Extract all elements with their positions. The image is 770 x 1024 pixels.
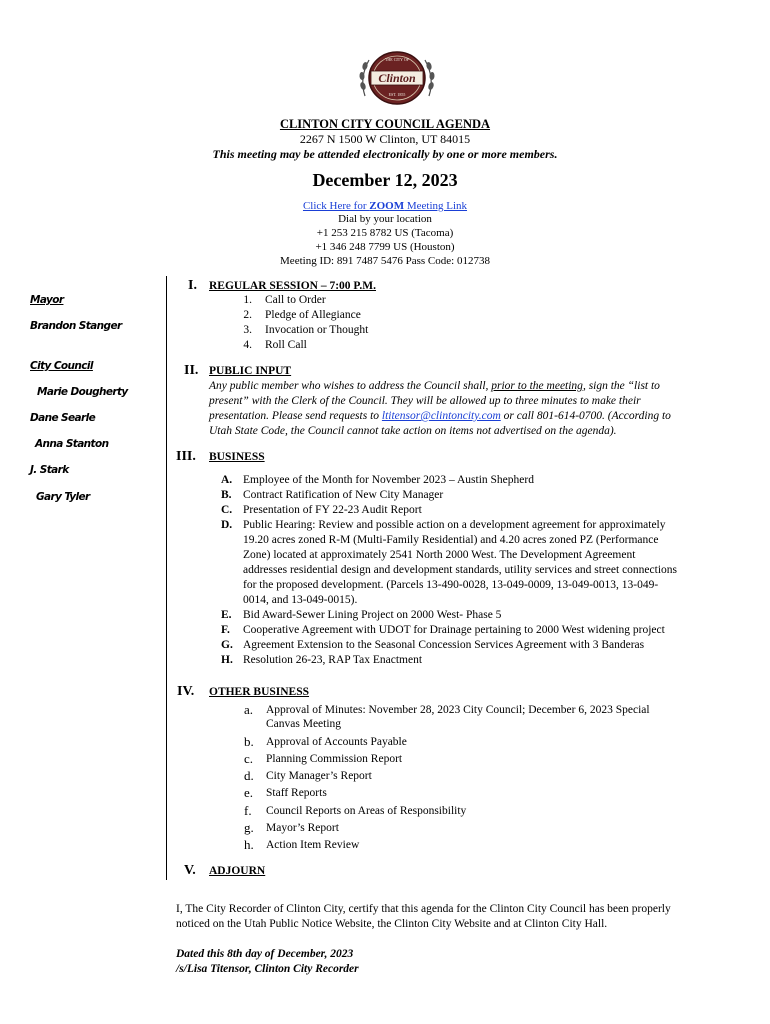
seal-top-text: THE CITY OF: [384, 57, 410, 62]
agenda-item-continued: 19.20 acres zoned R-M (Multi-Family Residential) and 4.20 acres zoned PZ (Performance: [243, 534, 659, 546]
agenda-item-continued: Zone) located at approximately 2541 North 2000 West. The Development Agreement: [243, 549, 636, 561]
agenda-item: Cooperative Agreement with UDOT for Drainage pertaining to 2000 West widening project: [243, 624, 665, 636]
public-input-text: presentation. Please send requests to ltitensor@clintoncity.com or call 801-614-0700. (According to: [209, 410, 671, 422]
city-seal-logo: [357, 44, 437, 112]
mayor-label: Mayor: [30, 294, 64, 306]
agenda-item-continued: addresses residential design and development standards, utility services and street connections: [243, 564, 678, 576]
item-letter: g.: [244, 820, 254, 835]
dated-line: Dated this 8th day of December, 2023: [176, 948, 354, 960]
clerk-email-link[interactable]: ltitensor@clintoncity.com: [381, 410, 501, 422]
item-number: 4.: [243, 339, 252, 351]
section-title-adjourn: ADJOURN: [209, 865, 266, 877]
agenda-item: Staff Reports: [266, 787, 327, 799]
agenda-item: Public Hearing: Review and possible action on a development agreement for approximately: [243, 519, 666, 531]
council-member: Marie Dougherty: [37, 386, 128, 398]
section-number: V.: [184, 863, 196, 878]
section-number: II.: [184, 363, 199, 378]
section-title-business: BUSINESS: [209, 451, 265, 463]
item-letter: a.: [244, 702, 254, 717]
item-letter: A.: [221, 474, 233, 486]
agenda-item: Pledge of Allegiance: [265, 309, 361, 321]
agenda-item: Agreement Extension to the Seasonal Concession Services Agreement with 3 Banderas: [243, 639, 645, 651]
item-letter: H.: [221, 654, 233, 666]
item-letter: e.: [244, 785, 254, 800]
section-title-other-business: OTHER BUSINESS: [209, 686, 310, 698]
agenda-item: Call to Order: [265, 294, 326, 306]
item-number: 3.: [243, 324, 252, 336]
item-number: 1.: [243, 294, 252, 306]
item-letter: d.: [244, 768, 254, 783]
agenda-item: Presentation of FY 22-23 Audit Report: [243, 504, 422, 516]
mayor-name: Brandon Stanger: [30, 320, 122, 332]
agenda-item: Council Reports on Areas of Responsibility: [266, 805, 467, 817]
agenda-item-continued: Canvas Meeting: [266, 718, 342, 730]
item-letter: F.: [221, 624, 230, 636]
agenda-item: Bid Award-Sewer Lining Project on 2000 West- Phase 5: [243, 609, 502, 621]
agenda-item: Action Item Review: [266, 839, 360, 851]
council-member: Gary Tyler: [36, 491, 90, 503]
public-input-text: Any public member who wishes to address the Council shall, prior to the meeting, sign the “list to: [209, 380, 660, 392]
item-letter: C.: [221, 504, 233, 516]
agenda-item-continued: for the proposed development. (Parcels 13-490-0028, 13-049-0009, 13-049-0013, 13-049-: [243, 579, 659, 591]
item-number: 2.: [243, 309, 252, 321]
seal-bottom-text: EST. 1855: [388, 92, 406, 97]
section-number: I.: [188, 278, 197, 293]
council-member: Anna Stanton: [35, 438, 109, 450]
item-letter: b.: [244, 734, 254, 749]
certification-text: I, The City Recorder of Clinton City, certify that this agenda for the Clinton City Council has been properly: [176, 903, 671, 915]
agenda-item: Mayor’s Report: [266, 822, 339, 834]
public-input-text: Utah State Code, the Council cannot take action on items not advertised on the agenda).: [209, 425, 617, 437]
agenda-item-continued: 0014, and 13-049-0015).: [243, 594, 358, 606]
item-letter: D.: [221, 519, 233, 531]
dial-heading: Dial by your location: [338, 213, 432, 225]
agenda-address: 2267 N 1500 W Clinton, UT 84015: [299, 132, 471, 146]
agenda-item: Approval of Minutes: November 28, 2023 City Council; December 6, 2023 Special: [266, 704, 650, 716]
electronic-attendance-note: This meeting may be attended electronically by one or more members.: [212, 147, 558, 161]
item-letter: c.: [244, 751, 254, 766]
signature-line: /s/Lisa Titensor, Clinton City Recorder: [176, 963, 359, 975]
meeting-id: Meeting ID: 891 7487 5476 Pass Code: 012738: [280, 255, 490, 267]
agenda-item: Roll Call: [265, 339, 307, 351]
agenda-item: Invocation or Thought: [265, 324, 369, 336]
meeting-date: December 12, 2023: [312, 170, 458, 190]
agenda-item: Contract Ratification of New City Manager: [243, 489, 444, 501]
item-letter: B.: [221, 489, 232, 501]
seal-name: Clinton: [378, 71, 416, 85]
agenda-item: Resolution 26-23, RAP Tax Enactment: [243, 654, 423, 666]
agenda-item: Planning Commission Report: [266, 753, 403, 765]
council-member: Dane Searle: [30, 412, 96, 424]
section-title-public-input: PUBLIC INPUT: [209, 365, 292, 377]
zoom-link-line: [0, 200, 770, 212]
public-input-text: present” with the Clerk of the Council. They will be allowed up to three minutes to make their: [209, 395, 641, 407]
section-title-regular-session: REGULAR SESSION – 7:00 P.M.: [209, 280, 376, 292]
agenda-item: Employee of the Month for November 2023 – Austin Shepherd: [243, 474, 534, 486]
agenda-item: City Manager’s Report: [266, 770, 372, 782]
city-council-label: City Council: [30, 360, 93, 372]
divider-line: [166, 276, 167, 880]
dial-tacoma: +1 253 215 8782 US (Tacoma): [316, 227, 454, 239]
item-letter: G.: [221, 639, 233, 651]
zoom-meeting-link[interactable]: Click Here for ZOOM Meeting Link: [302, 200, 468, 212]
dial-houston: +1 346 248 7799 US (Houston): [315, 241, 455, 253]
certification-text: noticed on the Utah Public Notice Website, the Clinton City Website and at Clinton City Hall.: [176, 918, 608, 930]
agenda-title: CLINTON CITY COUNCIL AGENDA: [279, 117, 491, 131]
section-number: IV.: [177, 684, 195, 699]
council-member: J. Stark: [30, 464, 69, 476]
item-letter: E.: [221, 609, 232, 621]
agenda-item: Approval of Accounts Payable: [266, 736, 407, 748]
item-letter: h.: [244, 837, 254, 852]
section-number: III.: [176, 449, 196, 464]
item-letter: f.: [244, 803, 252, 818]
